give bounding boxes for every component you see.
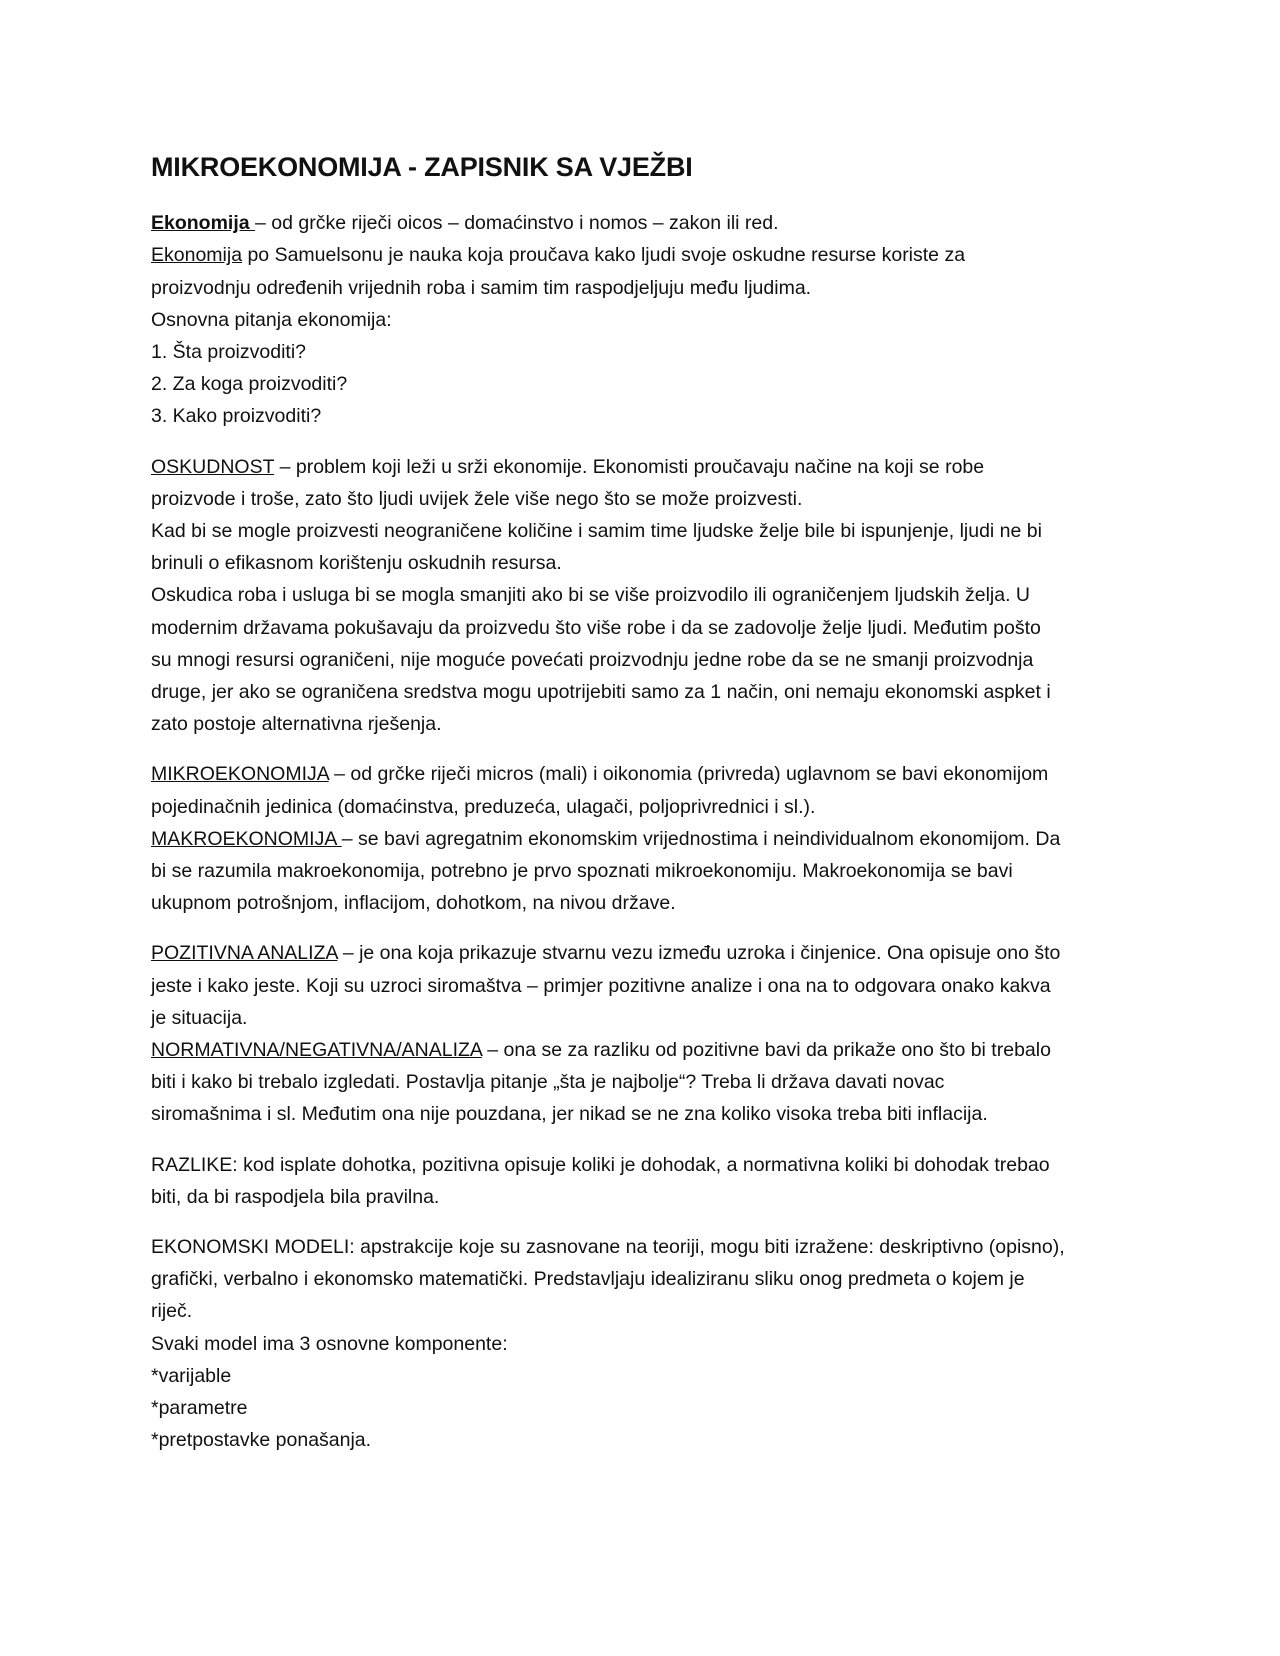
list-item: *varijable	[151, 1364, 232, 1387]
section-analiza	[151, 937, 1151, 1130]
line: pojedinačnih jedinica (domaćinstva, preduzeća, ulagači, poljoprivrednici i sl.).	[151, 795, 816, 818]
term-normativna-analiza: NORMATIVNA/NEGATIVNA/ANALIZA	[151, 1038, 482, 1061]
line: Ekonomija – od grčke riječi oicos – domaćinstvo i nomos – zakon ili red.	[151, 212, 779, 235]
list-item: 3. Kako proizvoditi?	[151, 405, 322, 428]
line: siromašnima i sl. Međutim ona nije pouzdana, jer nikad se ne zna koliko visoka treba biti inflacija.	[151, 1103, 988, 1126]
line: Svaki model ima 3 osnovne komponente:	[151, 1332, 508, 1355]
line: Osnovna pitanja ekonomija:	[151, 308, 392, 331]
line: MIKROEKONOMIJA – od grčke riječi micros (mali) i oikonomia (privreda) uglavnom se bavi ekonomijom	[151, 763, 1049, 786]
document-page	[151, 150, 1151, 1474]
line: druge, jer ako se ograničena sredstva mogu upotrijebiti samo za 1 način, oni nemaju ekonomski aspket i	[151, 680, 1051, 703]
line: jeste i kako jeste. Koji su uzroci siromaštva – primjer pozitivne analize i ona na to odgovara onako kakva	[151, 974, 1051, 997]
line: Kad bi se mogle proizvesti neograničene količine i samim time ljudske želje bile bi ispunjenje, ljudi ne bi	[151, 519, 1042, 542]
section-mikroekonomija	[151, 758, 1151, 919]
term-ekonomija-samuelson: Ekonomija	[151, 244, 243, 267]
line: NORMATIVNA/NEGATIVNA/ANALIZA – ona se za razliku od pozitivne bavi da prikaže ono što bi trebalo	[151, 1038, 1051, 1061]
line: biti, da bi raspodjela bila pravilna.	[151, 1185, 440, 1208]
term-ekonomija: Ekonomija	[151, 212, 256, 235]
line: ukupnom potrošnjom, inflacijom, dohotkom, na nivou države.	[151, 892, 676, 915]
list-item: *parametre	[151, 1397, 248, 1419]
list-item: *pretpostavke ponašanja.	[151, 1429, 372, 1452]
line: zato postoje alternativna rješenja.	[151, 713, 442, 736]
line: RAZLIKE: kod isplate dohotka, pozitivna opisuje koliki je dohodak, a normativna koliki bi dohodak trebao	[151, 1153, 1050, 1176]
section-ekonomski-modeli	[151, 1231, 1151, 1456]
line: su mnogi resursi ograničeni, nije moguće povećati proizvodnju jedne robe da se ne smanji proizvodnja	[151, 648, 1034, 671]
line: POZITIVNA ANALIZA – je ona koja prikazuje stvarnu vezu između uzroka i činjenice. Ona opisuje ono što	[151, 942, 1061, 965]
line: biti i kako bi trebalo izgledati. Postavlja pitanje „šta je najbolje“? Treba li država davati novac	[151, 1071, 945, 1094]
line: riječ.	[151, 1300, 193, 1323]
section-razlike	[151, 1149, 1151, 1213]
line: proizvode i troše, zato što ljudi uvijek žele više nego što se može proizvesti.	[151, 487, 803, 510]
term-makroekonomija: MAKROEKONOMIJA	[151, 827, 342, 850]
list-item: 1. Šta proizvoditi?	[151, 340, 307, 363]
list-item: 2. Za koga proizvoditi?	[151, 373, 348, 396]
document-title: MIKROEKONOMIJA - ZAPISNIK SA VJEŽBI	[151, 152, 693, 182]
line: brinuli o efikasnom korištenju oskudnih resursa.	[151, 552, 562, 575]
line: je situacija.	[151, 1006, 248, 1029]
term-pozitivna-analiza: POZITIVNA ANALIZA	[151, 942, 338, 965]
line: grafički, verbalno i ekonomsko matematički. Predstavljaju idealiziranu sliku onog predmeta o kojem je	[151, 1268, 1025, 1291]
section-ekonomija	[151, 207, 1151, 432]
section-oskudnost	[151, 451, 1151, 741]
line: EKONOMSKI MODELI: apstrakcije koje su zasnovane na teoriji, mogu biti izražene: deskriptivno (opisno),	[151, 1235, 1065, 1258]
line: modernim državama pokušavaju da proizvedu što više robe i da se zadovolje želje ljudi. Međutim pošto	[151, 616, 1041, 639]
line: bi se razumila makroekonomija, potrebno je prvo spoznati mikroekonomiju. Makroekonomija se bavi	[151, 859, 1013, 882]
line: Ekonomija po Samuelsonu je nauka koja proučava kako ljudi svoje oskudne resurse koriste za	[151, 244, 966, 267]
line: MAKROEKONOMIJA – se bavi agregatnim ekonomskim vrijednostima i neindividualnom ekonomijom. Da	[151, 827, 1061, 850]
line: OSKUDNOST – problem koji leži u srži ekonomije. Ekonomisti proučavaju načine na koji se robe	[151, 455, 985, 478]
term-mikroekonomija: MIKROEKONOMIJA	[151, 763, 329, 786]
term-oskudnost: OSKUDNOST	[151, 455, 275, 478]
line: proizvodnju određenih vrijednih roba i samim tim raspodjeljuju među ljudima.	[151, 276, 812, 299]
line: Oskudica roba i usluga bi se mogla smanjiti ako bi se više proizvodilo ili ograničenjem ljudskih želja. U	[151, 584, 1030, 607]
